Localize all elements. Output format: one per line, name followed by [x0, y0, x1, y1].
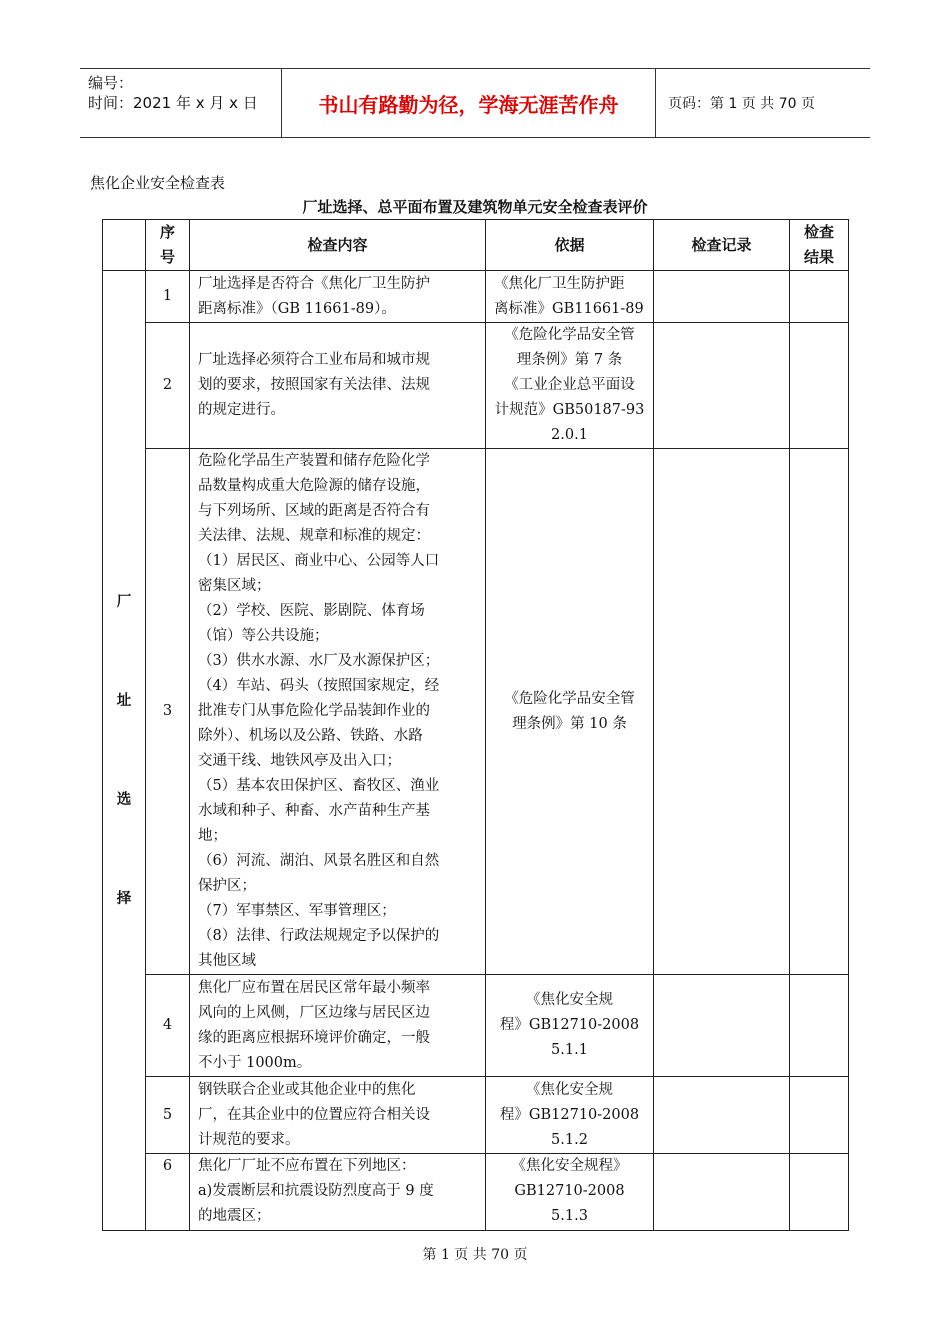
table-row — [103, 975, 849, 1077]
number-label: 编号： — [88, 74, 134, 92]
row-number: 1 — [146, 271, 190, 323]
row-record — [654, 323, 790, 449]
category-char: 选 — [116, 791, 132, 808]
row-number: 5 — [146, 1077, 190, 1154]
category-char: 厂 — [116, 593, 132, 610]
table-row — [103, 323, 849, 449]
row-basis: 《焦化厂卫生防护距 离标准》GB11661-89 — [486, 271, 654, 323]
page-header — [80, 68, 870, 138]
row-result — [790, 271, 849, 323]
motto: 书山有路勤为径，学海无涯苦作舟 — [282, 69, 656, 137]
row-record — [654, 271, 790, 323]
row-record — [654, 975, 790, 1077]
row-record — [654, 1077, 790, 1154]
row-basis: 《焦化安全规 程》GB12710-2008 5.1.1 — [486, 975, 654, 1077]
row-content: 钢铁联合企业或其他企业中的焦化 厂，在其企业中的位置应符合相关设 计规范的要求。 — [190, 1077, 486, 1154]
table-header-row — [103, 220, 849, 271]
row-result — [790, 1077, 849, 1154]
header-category — [103, 220, 146, 271]
checklist-table — [102, 219, 849, 1231]
category-char: 址 — [116, 692, 132, 709]
header-record: 检查记录 — [654, 220, 790, 271]
table-row — [103, 449, 849, 975]
row-content: 焦化厂厂址不应布置在下列地区： a)发震断层和抗震设防烈度高于 9 度 的地震区； — [190, 1154, 486, 1231]
row-result — [790, 323, 849, 449]
category-cell — [103, 271, 146, 1231]
row-number: 6 — [146, 1154, 190, 1231]
row-result — [790, 1154, 849, 1231]
table-row — [103, 1077, 849, 1154]
row-number: 2 — [146, 323, 190, 449]
row-result — [790, 975, 849, 1077]
row-number: 4 — [146, 975, 190, 1077]
row-basis: 《危险化学品安全管 理条例》第 10 条 — [486, 449, 654, 975]
row-content: 厂址选择必须符合工业布局和城市规 划的要求，按照国家有关法律、法规 的规定进行。 — [190, 323, 486, 449]
page-footer: 第 1 页 共 70 页 — [422, 1247, 528, 1263]
row-basis: 《焦化安全规程》 GB12710-2008 5.1.3 — [486, 1154, 654, 1231]
row-record — [654, 449, 790, 975]
row-content: 厂址选择是否符合《焦化厂卫生防护 距离标准》（GB 11661-89）。 — [190, 271, 486, 323]
category-char: 择 — [116, 890, 132, 907]
row-content: 危险化学品生产装置和储存危险化学 品数量构成重大危险源的储存设施， 与下列场所、区域的距离是否符合有 关法律、法规、规章和标准的规定： （1）居民区、商业中心、公园等人口 密集区域； （2）学校、医院、影剧院、体育场 （馆）等公共设施； （3）供水水源、水厂及水源保护区； （4）车站、码头（按照国家规定，经 批准专门从事危险化学品装卸作业的 除外）、机场以及公路、铁路、水路 交通干线、地铁风亭及出入口； （5）基本农田保护区、畜牧区、渔业 水域和种子、种畜、水产苗种生产基 地； （6）河流、湖泊、风景名胜区和自然 保护区； （7）军事禁区、军事管理区； （8）法律、行政法规规定予以保护的 其他区域 — [190, 449, 486, 975]
table-row — [103, 271, 849, 323]
row-result — [790, 449, 849, 975]
header-basis: 依据 — [486, 220, 654, 271]
header-content: 检查内容 — [190, 220, 486, 271]
table-row — [103, 1154, 849, 1231]
time-label: 时间：2021 年 x 月 x 日 — [88, 94, 258, 112]
header-meta — [80, 69, 282, 137]
row-basis: 《焦化安全规 程》GB12710-2008 5.1.2 — [486, 1077, 654, 1154]
row-basis: 《危险化学品安全管 理条例》第 7 条 《工业企业总平面设 计规范》GB50187-93 2.0.1 — [486, 323, 654, 449]
table-title: 厂址选择、总平面布置及建筑物单元安全检查表评价 — [302, 198, 648, 216]
header-result: 检查 结果 — [790, 220, 849, 271]
doc-title: 焦化企业安全检查表 — [90, 174, 226, 192]
row-record — [654, 1154, 790, 1231]
row-content: 焦化厂应布置在居民区常年最小频率 风向的上风侧，厂区边缘与居民区边 缘的距离应根据环境评价确定，一般 不小于 1000m。 — [190, 975, 486, 1077]
row-number: 3 — [146, 449, 190, 975]
page-info: 页码：第 1 页 共 70 页 — [668, 96, 815, 112]
header-seq: 序 号 — [146, 220, 190, 271]
